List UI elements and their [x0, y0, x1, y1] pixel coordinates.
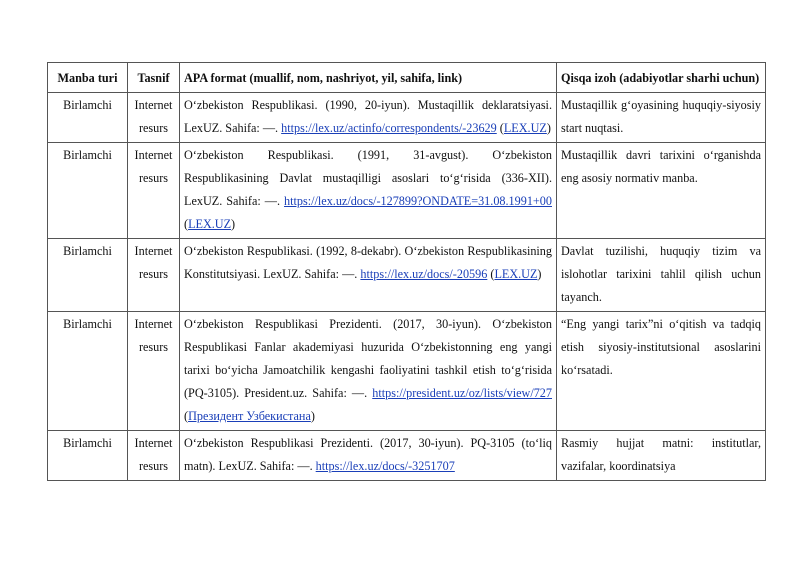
table-row — [48, 312, 766, 431]
source-link[interactable]: https://lex.uz/docs/-20596 — [360, 267, 488, 281]
header-short-note: Qisqa izoh (adabiyotlar sharhi uchun) — [557, 63, 766, 93]
table-row — [48, 143, 766, 239]
cell-apa — [180, 431, 557, 481]
cell-source-type: Birlamchi — [48, 312, 128, 431]
source-site-link[interactable]: LEX.UZ — [188, 217, 232, 231]
source-site-link[interactable]: Президент Узбекистана — [188, 409, 311, 423]
source-link[interactable]: https://lex.uz/docs/-127899?ONDATE=31.08.1991+00 — [284, 194, 552, 208]
header-row — [48, 63, 766, 93]
cell-classification: Internet resurs — [128, 239, 180, 312]
table-row — [48, 93, 766, 143]
apa-text: O‘zbekiston Respublikasi. (1990, 20-iyun). Mustaqillik deklaratsiyasi. LexUZ. Sahifa: —. — [184, 98, 552, 135]
cell-source-type: Birlamchi — [48, 93, 128, 143]
apa-text: O‘zbekiston Respublikasi. (1992, 8-dekabr). O‘zbekiston Respublikasining Konstitutsiyasi. LexUZ. Sahifa: —. — [184, 244, 552, 281]
cell-source-type: Birlamchi — [48, 431, 128, 481]
cell-note: Davlat tuzilishi, huquqiy tizim va islohotlar tarixini tahlil qilish uchun tayanch. — [557, 239, 766, 312]
cell-classification: Internet resurs — [128, 431, 180, 481]
apa-text: O‘zbekiston Respublikasi. (1991, 31-avgust). O‘zbekiston Respublikasining Davlat mustaqilligi asoslari to‘g‘risida (336-XII). LexUZ. Sahifa: —. — [184, 148, 552, 208]
source-link[interactable]: https://lex.uz/docs/-3251707 — [315, 459, 455, 473]
cell-note: Mustaqillik davri tarixini o‘rganishda eng asosiy normativ manba. — [557, 143, 766, 239]
cell-note: Rasmiy hujjat matni: institutlar, vazifalar, koordinatsiya — [557, 431, 766, 481]
header-apa-format: APA format (muallif, nom, nashriyot, yil, sahifa, link) — [180, 63, 557, 93]
cell-source-type: Birlamchi — [48, 143, 128, 239]
apa-text: O‘zbekiston Respublikasi Prezidenti. (2017, 30-iyun). PQ-3105 (to‘liq matn). LexUZ. Sahifa: —. — [184, 436, 552, 473]
source-link[interactable]: https://lex.uz/actinfo/correspondents/-23629 — [281, 121, 497, 135]
table-row — [48, 431, 766, 481]
cell-classification: Internet resurs — [128, 312, 180, 431]
source-site-link[interactable]: LEX.UZ — [494, 267, 538, 281]
cell-source-type: Birlamchi — [48, 239, 128, 312]
source-link[interactable]: https://president.uz/oz/lists/view/727 — [372, 386, 552, 400]
cell-classification: Internet resurs — [128, 143, 180, 239]
cell-apa: O‘zbekiston Respublikasi. (1990, 20-iyun). Mustaqillik deklaratsiyasi. LexUZ. Sahifa: —. https://lex.uz/actinfo/correspondents/-23629 (LEX.UZ) — [180, 93, 557, 143]
cell-apa: O‘zbekiston Respublikasi. (1992, 8-dekabr). O‘zbekiston Respublikasining Konstitutsiyasi. LexUZ. Sahifa: —. https://lex.uz/docs/-20596 (LEX.UZ) — [180, 239, 557, 312]
cell-note: “Eng yangi tarix”ni o‘qitish va tadqiq etish siyosiy-institutsional asoslarini ko‘rsatadi. — [557, 312, 766, 431]
source-site-link[interactable]: LEX.UZ — [503, 121, 547, 135]
header-source-type: Manba turi — [48, 63, 128, 93]
sources-table — [47, 62, 766, 481]
cell-classification: Internet resurs — [128, 93, 180, 143]
cell-apa: O‘zbekiston Respublikasi. (1991, 31-avgust). O‘zbekiston Respublikasining Davlat mustaqilligi asoslari to‘g‘risida (336-XII). LexUZ. Sahifa: —. https://lex.uz/docs/-127899?ONDATE=31.08.1991+00 (LEX.UZ) — [180, 143, 557, 239]
cell-apa: O‘zbekiston Respublikasi Prezidenti. (2017, 30-iyun). O‘zbekiston Respublikasi Fanlar akademiyasi huzurida O‘zbekistonning eng yangi tarixi bo‘yicha Jamoatchilik kengashi faoliyatini tashkil etish to‘g‘risida (PQ-3105). President.uz. Sahifa: —. https://president.uz/oz/lists/view/727 (Президент Узбекистана) — [180, 312, 557, 431]
cell-note: Mustaqillik g‘oyasining huquqiy-siyosiy start nuqtasi. — [557, 93, 766, 143]
header-classification: Tasnif — [128, 63, 180, 93]
apa-text: O‘zbekiston Respublikasi Prezidenti. (2017, 30-iyun). O‘zbekiston Respublikasi Fanlar akademiyasi huzurida O‘zbekistonning eng yangi tarixi bo‘yicha Jamoatchilik kengashi faoliyatini tashkil etish to‘g‘risida (PQ-3105). President.uz. Sahifa: —. — [184, 317, 552, 400]
table-row — [48, 239, 766, 312]
